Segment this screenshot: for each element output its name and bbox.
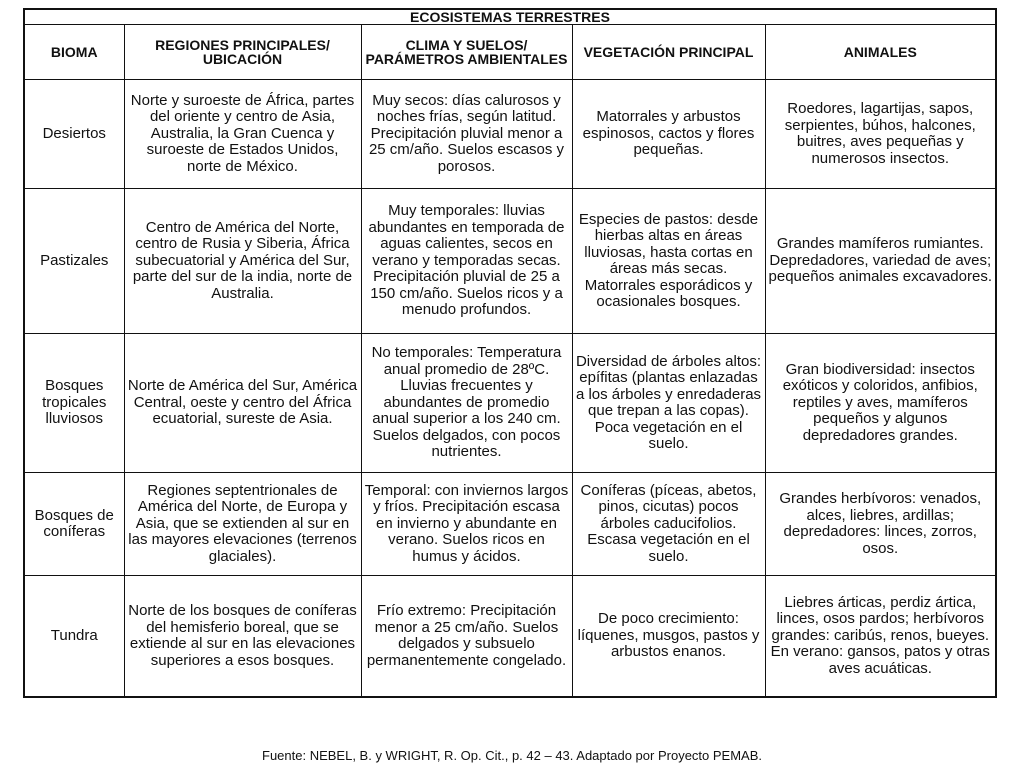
source-citation: Fuente: NEBEL, B. y WRIGHT, R. Op. Cit., p. 42 – 43. Adaptado por Proyecto PEMAB.	[262, 748, 762, 763]
cell-clima: Frío extremo: Precipitación menor a 25 cm/año. Suelos delgados y subsuelo permanentemente congelado.	[361, 576, 572, 698]
table-row	[24, 473, 996, 576]
cell-vegetacion: De poco crecimiento: líquenes, musgos, pastos y arbustos enanos.	[572, 576, 765, 698]
cell-vegetacion: Coníferas (píceas, abetos, pinos, cicutas) pocos árboles caducifolios. Escasa vegetación en el suelo.	[572, 473, 765, 576]
table-row	[24, 334, 996, 473]
cell-vegetacion: Matorrales y arbustos espinosos, cactos y flores pequeñas.	[572, 80, 765, 189]
cell-bioma: Bosques de coníferas	[24, 473, 124, 576]
table-title: ECOSISTEMAS TERRESTRES	[24, 9, 996, 25]
cell-bioma: Desiertos	[24, 80, 124, 189]
column-header-bioma: BIOMA	[24, 25, 124, 80]
column-header-regiones: REGIONES PRINCIPALES/ UBICACIÓN	[124, 25, 361, 80]
cell-regiones: Centro de América del Norte, centro de Rusia y Siberia, África subecuatorial y América del Sur, parte del sur de la india, norte de Australia.	[124, 189, 361, 334]
cell-vegetacion: Diversidad de árboles altos: epífitas (plantas enlazadas a los árboles y enredaderas que trepan a las copas). Poca vegetación en el suelo.	[572, 334, 765, 473]
cell-regiones: Norte de los bosques de coníferas del hemisferio boreal, que se extiende al sur en las elevaciones superiores a esos bosques.	[124, 576, 361, 698]
column-header-animales: ANIMALES	[765, 25, 996, 80]
cell-bioma: Tundra	[24, 576, 124, 698]
table-row	[24, 576, 996, 698]
cell-animales: Grandes herbívoros: venados, alces, liebres, ardillas; depredadores: linces, zorros, osos.	[765, 473, 996, 576]
cell-vegetacion: Especies de pastos: desde hierbas altas en áreas lluviosas, hasta cortas en áreas más secas. Matorrales esporádicos y ocasionales bosques.	[572, 189, 765, 334]
cell-clima: Muy secos: días calurosos y noches frías, según latitud. Precipitación pluvial menor a 25 cm/año. Suelos escasos y porosos.	[361, 80, 572, 189]
table-row	[24, 189, 996, 334]
cell-clima: Temporal: con inviernos largos y fríos. Precipitación escasa en invierno y abundante en verano. Suelos ricos en humus y ácidos.	[361, 473, 572, 576]
ecosystems-table	[23, 8, 997, 698]
cell-regiones: Regiones septentrionales de América del Norte, de Europa y Asia, que se extienden al sur en las mayores elevaciones (terrenos glaciales).	[124, 473, 361, 576]
column-header-vegetacion: VEGETACIÓN PRINCIPAL	[572, 25, 765, 80]
cell-clima: No temporales: Temperatura anual promedio de 28ºC. Lluvias frecuentes y abundantes de promedio anual superior a los 240 cm. Suelos delgados, con pocos nutrientes.	[361, 334, 572, 473]
cell-animales: Gran biodiversidad: insectos exóticos y coloridos, anfibios, reptiles y aves, mamíferos pequeños y algunos depredadores grandes.	[765, 334, 996, 473]
cell-animales: Roedores, lagartijas, sapos, serpientes, búhos, halcones, buitres, aves pequeñas y numerosos insectos.	[765, 80, 996, 189]
cell-animales: Grandes mamíferos rumiantes. Depredadores, variedad de aves; pequeños animales excavadores.	[765, 189, 996, 334]
cell-clima: Muy temporales: lluvias abundantes en temporada de aguas calientes, secos en verano y temporadas secas. Precipitación pluvial de 25 a 150 cm/año. Suelos ricos y a menudo profundos.	[361, 189, 572, 334]
cell-regiones: Norte de América del Sur, América Central, oeste y centro del África ecuatorial, sureste de Asia.	[124, 334, 361, 473]
cell-bioma: Bosques tropicales lluviosos	[24, 334, 124, 473]
table-row	[24, 80, 996, 189]
cell-bioma: Pastizales	[24, 189, 124, 334]
cell-regiones: Norte y suroeste de África, partes del oriente y centro de Asia, Australia, la Gran Cuenca y suroeste de Estados Unidos, norte de México.	[124, 80, 361, 189]
cell-animales: Liebres árticas, perdiz ártica, linces, osos pardos; herbívoros grandes: caribús, renos, bueyes. En verano: gansos, patos y otras aves acuáticas.	[765, 576, 996, 698]
column-header-clima: CLIMA Y SUELOS/ PARÁMETROS AMBIENTALES	[361, 25, 572, 80]
